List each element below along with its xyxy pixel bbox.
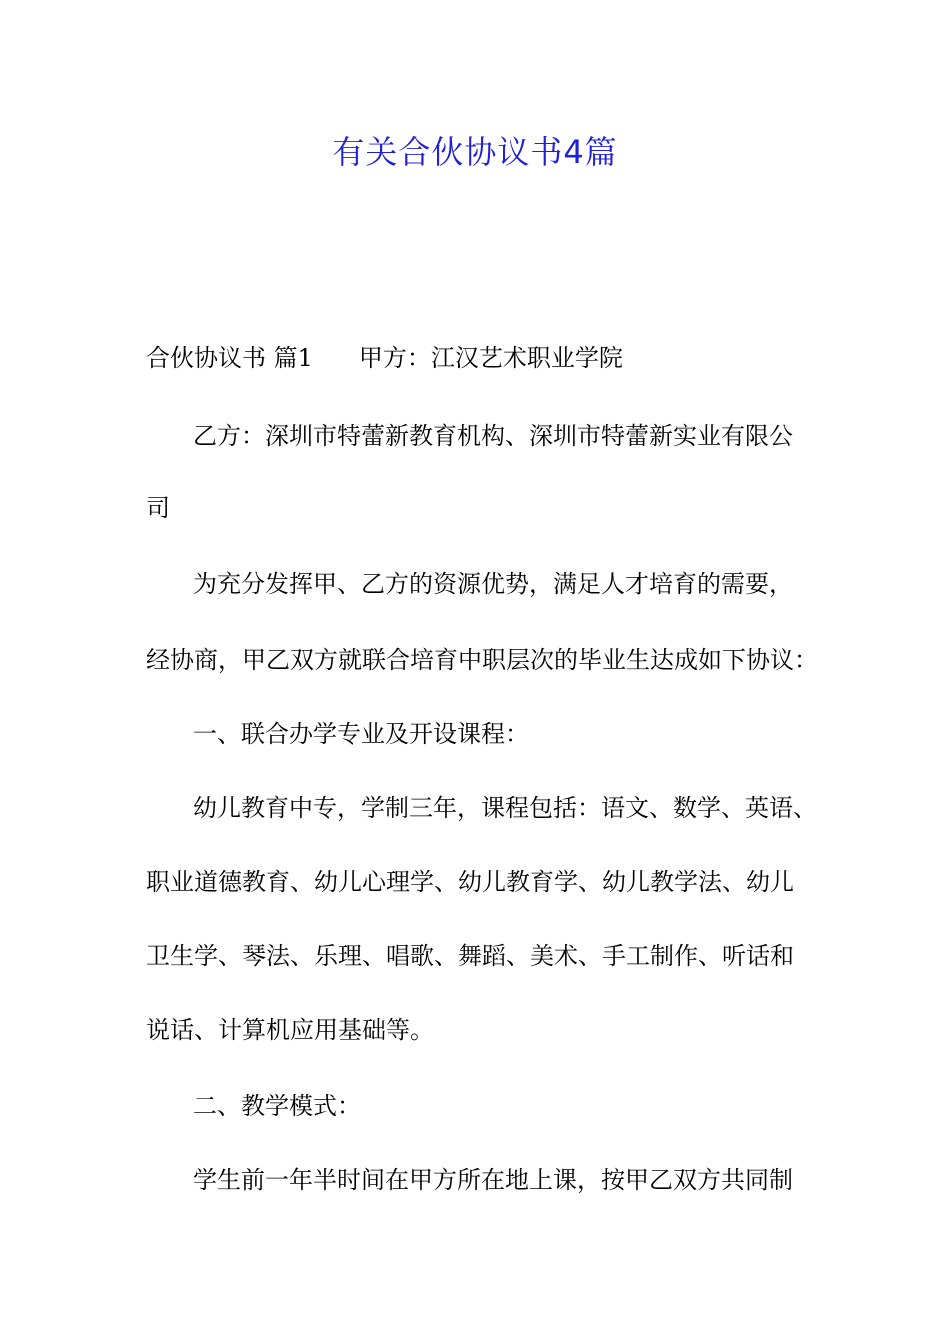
document-title: 有关合伙协议书4篇 bbox=[332, 133, 618, 171]
paragraph-line: 乙方：深圳市特蕾新教育机构、深圳市特蕾新实业有限公 bbox=[193, 422, 793, 450]
paragraph-line: 为充分发挥甲、乙方的资源优势，满足人才培育的需要， bbox=[193, 570, 793, 598]
paragraph-line: 幼儿教育中专，学制三年，课程包括：语文、数学、英语、 bbox=[193, 794, 817, 822]
paragraph-line: 一、联合办学专业及开设课程： bbox=[193, 720, 529, 748]
paragraph-line: 司 bbox=[146, 494, 170, 522]
section-heading: 合伙协议书 篇1 bbox=[146, 344, 313, 372]
paragraph-line: 学生前一年半时间在甲方所在地上课，按甲乙双方共同制 bbox=[193, 1166, 793, 1194]
paragraph-line: 卫生学、琴法、乐理、唱歌、舞蹈、美术、手工制作、听话和 bbox=[146, 942, 794, 970]
paragraph-line: 职业道德教育、幼儿心理学、幼儿教育学、幼儿教学法、幼儿 bbox=[146, 868, 794, 896]
paragraph-line: 经协商，甲乙双方就联合培育中职层次的毕业生达成如下协议： bbox=[146, 646, 818, 674]
paragraph-line: 二、教学模式： bbox=[193, 1092, 361, 1120]
paragraph-line: 说话、计算机应用基础等。 bbox=[146, 1016, 434, 1044]
heading-line bbox=[146, 340, 836, 376]
party-a-line: 甲方：江汉艺术职业学院 bbox=[358, 344, 623, 372]
